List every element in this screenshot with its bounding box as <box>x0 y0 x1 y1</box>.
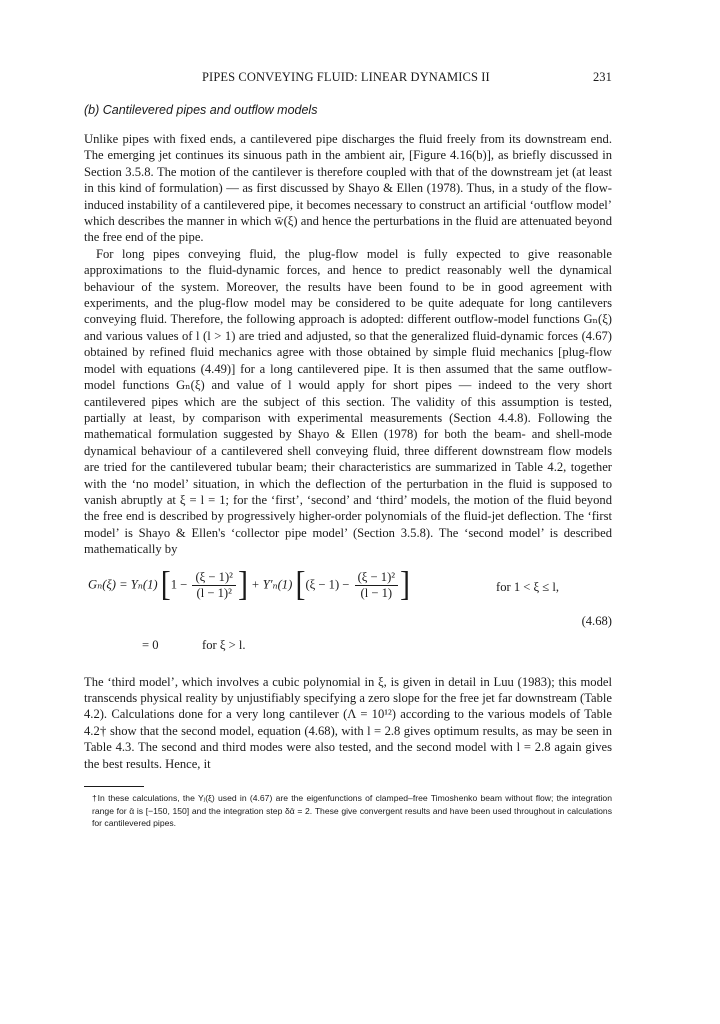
bracket1-lead: 1 − <box>170 576 188 591</box>
fraction-2-numerator: (ξ − 1)² <box>355 570 398 586</box>
equation-line-1 <box>88 565 411 604</box>
paragraph-approach: For long pipes conveying fluid, the plug-flow model is fully expected to give reasonable approximations to the fluid-dynamic forces, and hence to predict reasonably well the dynamical behaviour of the system. Moreover, the results have been found to be in good agreement with experiments, and the plug-flow model may be considered to be quite adequate for long cantilevers conveying fluid. Therefore, the following approach is adopted: different outflow-model functions Gₙ(ξ) and various values of l (l > 1) are tried and adjusted, so that the generalized fluid-dynamic forces (4.67) obtained by refined fluid mechanics agree with those obtained by simple fluid mechanics [plug-flow model with equations (4.49)] for a long cantilevered pipe. It is then assumed that the same outflow-model functions Gₙ(ξ) and value of l would apply for short pipes — indeed to the very short cantilevered pipes which are the subject of this section. The validity of this assumption is tested, partially at least, by comparison with experimental measurements (Section 4.4.8). Following the mathematical formulation suggested by Shayo & Ellen (1978) for both the beam- and shell-mode dynamical behaviour of a cantilevered shell conveying fluid, three different downstream flow models are tried for the cantilevered tubular beam; their characteristics are summarized in Table 4.2, together with the ‘no model’ situation, in which the deflection of the perturbation in the fluid is supposed to vanish abruptly at ξ = l = 1; for the ‘first’, ‘second’ and ‘third’ models, the motion of the fluid beyond the free end is described by progressively higher-order polynomials of the fluid-jet deflection. The ‘first model’ is Shayo & Ellen's ‘collector pipe model’ (Section 3.5.8). The ‘second model’ is described mathematically by <box>84 246 612 557</box>
plus-term: + Y′ₙ(1) <box>251 576 293 591</box>
condition-1: for 1 < ξ ≤ l, <box>496 579 559 594</box>
footnote: †In these calculations, the Yⱼ(ξ) used in (4.67) are the eigenfunctions of clamped–free Timoshenko beam without flow; the integration range for ᾱ is [−150, 150] and the integration step δᾱ = 2. These give convergent results and have been used throughout in calculations for cantilevered pipes. <box>92 793 612 828</box>
page-number: 231 <box>592 70 612 84</box>
book-page <box>84 70 612 830</box>
right-bracket-1: ] <box>237 565 248 604</box>
fraction-2-denominator: (l − 1) <box>360 585 393 600</box>
equation-lhs: Gₙ(ξ) = Yₙ(1) <box>88 576 158 591</box>
fraction-1-denominator: (l − 1)² <box>196 585 232 600</box>
fraction-1 <box>192 570 235 601</box>
fraction-2 <box>355 570 398 601</box>
page-header <box>84 70 612 92</box>
paragraph-outflow-intro: Unlike pipes with fixed ends, a cantilevered pipe discharges the fluid freely from its downstream end. The emerging jet continues its sinuous path in the ambient air, [Figure 4.16(b)], as briefly discussed in Section 3.5.8. The motion of the cantilever is therefore coupled with that of the downstream jet (at least in this kind of formulation) — as first discussed by Shayo & Ellen (1978). Thus, in a study of the flow-induced instability of a cantilevered pipe, it becomes necessary to construct an artificial ‘outflow model’ which describes the manner in which w̄(ξ) and hence the perturbations in the fluid are attenuated beyond the free end of the pipe. <box>84 132 612 245</box>
right-bracket-2: ] <box>400 565 411 604</box>
left-bracket-1: [ <box>160 565 171 604</box>
left-bracket-2: [ <box>295 565 306 604</box>
section-heading: (b) Cantilevered pipes and outflow models <box>84 103 318 117</box>
equation-line-2-value: = 0 <box>142 637 159 652</box>
paragraph-third-model: The ‘third model’, which involves a cubic polynomial in ξ, is given in detail in Luu (1983); this model transcends physical reality by unjustifiably specifying a zero slope for the free jet far downstream (Table 4.2). Calculations done for a very long cantilever (Λ = 10¹²) according to the various models of Table 4.2† show that the second model, equation (4.68), with l = 2.8 gives optimum results, as may be seen in Table 4.3. The second and third modes were also tested, and the second model with l = 2.8 again gives the best results. Hence, it <box>84 674 612 771</box>
condition-2: for ξ > l. <box>202 637 246 652</box>
fraction-1-numerator: (ξ − 1)² <box>192 570 235 586</box>
bracket2-lead: (ξ − 1) − <box>305 576 350 591</box>
equation-4-68 <box>84 565 612 668</box>
equation-number: (4.68) <box>581 613 612 628</box>
footnote-divider <box>84 786 144 787</box>
running-title: PIPES CONVEYING FLUID: LINEAR DYNAMICS II <box>202 70 490 84</box>
